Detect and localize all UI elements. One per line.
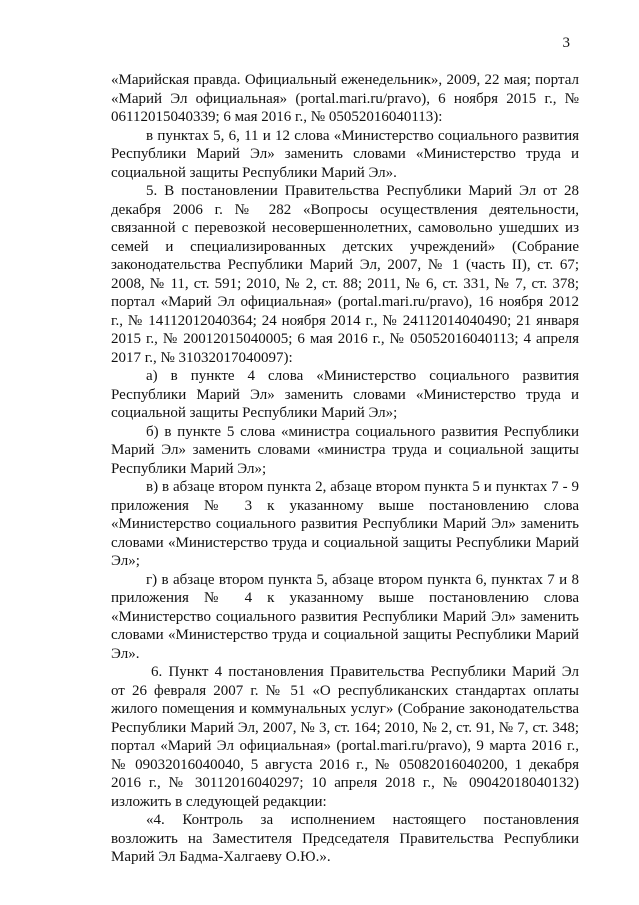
page-number: 3 bbox=[562, 35, 570, 51]
paragraph-subitem-g: г) в абзаце втором пункта 5, абзаце втором пункта 6, пунктах 7 и 8 приложения № 4 к указанному выше постановлению слова «Министерство социального развития Республики Марий Эл» заменить словами «Министерство труда и социальной защиты Республики Марий Эл». bbox=[111, 571, 579, 662]
paragraph-subitem-a: а) в пункте 4 слова «Министерство социального развития Республики Марий Эл» заменить словами «Министерство труда и социальной защиты Республики Марий Эл»; bbox=[111, 368, 579, 421]
paragraph-amendment-points: в пунктах 5, 6, 11 и 12 слова «Министерство социального развития Республики Марий Эл» заменить словами «Министерство труда и социальной защиты Республики Марий Эл». bbox=[111, 127, 579, 181]
document-body bbox=[111, 71, 579, 867]
paragraph-item-5: 5. В постановлении Правительства Республики Марий Эл от 28 декабря 2006 г. № 282 «Вопросы осуществления деятельности, связанной с перевозкой несовершеннолетних, самовольно ушедших из семей и специализированных детских учреждений» (Собрание законодательства Республики Марий Эл, 2007, № 1 (часть II), ст. 67; 2008, № 11, ст. 591; 2010, № 2, ст. 88; 2011, № 6, ст. 331, № 7, ст. 378; портал «Марий Эл официальная» (portal.mari.ru/pravo), 16 ноября 2012 г., № 14112012040364; 24 ноября 2014 г., № 24112014040490; 21 января 2015 г., № 20012015040005; 6 мая 2016 г., № 05052016040113; 4 апреля 2017 г., № 31032017040097): bbox=[111, 183, 579, 366]
paragraph-item-6: 6. Пункт 4 постановления Правительства Республики Марий Эл от 26 февраля 2007 г. № 51 «О республиканских стандартах оплаты жилого помещения и коммунальных услуг» (Собрание законодательства Республики Марий Эл, 2007, № 3, ст. 164; 2010, № 2, ст. 91, № 7, ст. 348; портал «Марий Эл официальная» (portal.mari.ru/pravo), 9 марта 2016 г., № 09032016040040, 5 августа 2016 г., № 05082016040200, 1 декабря 2016 г., № 30112016040297; 10 апреля 2018 г., № 09042018040132) изложить в следующей редакции: bbox=[111, 664, 579, 810]
paragraph-new-wording: «4. Контроль за исполнением настоящего постановления возложить на Заместителя Председателя Правительства Республики Марий Эл Бадма-Халгаеву О.Ю.». bbox=[111, 812, 579, 865]
paragraph-citation-continuation: «Марийская правда. Официальный еженедельник», 2009, 22 мая; портал «Марий Эл официальная» (portal.mari.ru/pravo), 6 ноября 2015 г., № 06112015040339; 6 мая 2016 г., № 05052016040113): bbox=[111, 72, 579, 125]
paragraph-subitem-v: в) в абзаце втором пункта 2, абзаце втором пункта 5 и пунктах 7 - 9 приложения № 3 к указанному выше постановлению слова «Министерство социального развития Республики Марий Эл» заменить словами «Министерство труда и социальной защиты Республики Марий Эл»; bbox=[111, 479, 579, 569]
paragraph-subitem-b: б) в пункте 5 слова «министра социального развития Республики Марий Эл» заменить словами «министра труда и социальной защиты Республики Марий Эл»; bbox=[111, 423, 579, 477]
